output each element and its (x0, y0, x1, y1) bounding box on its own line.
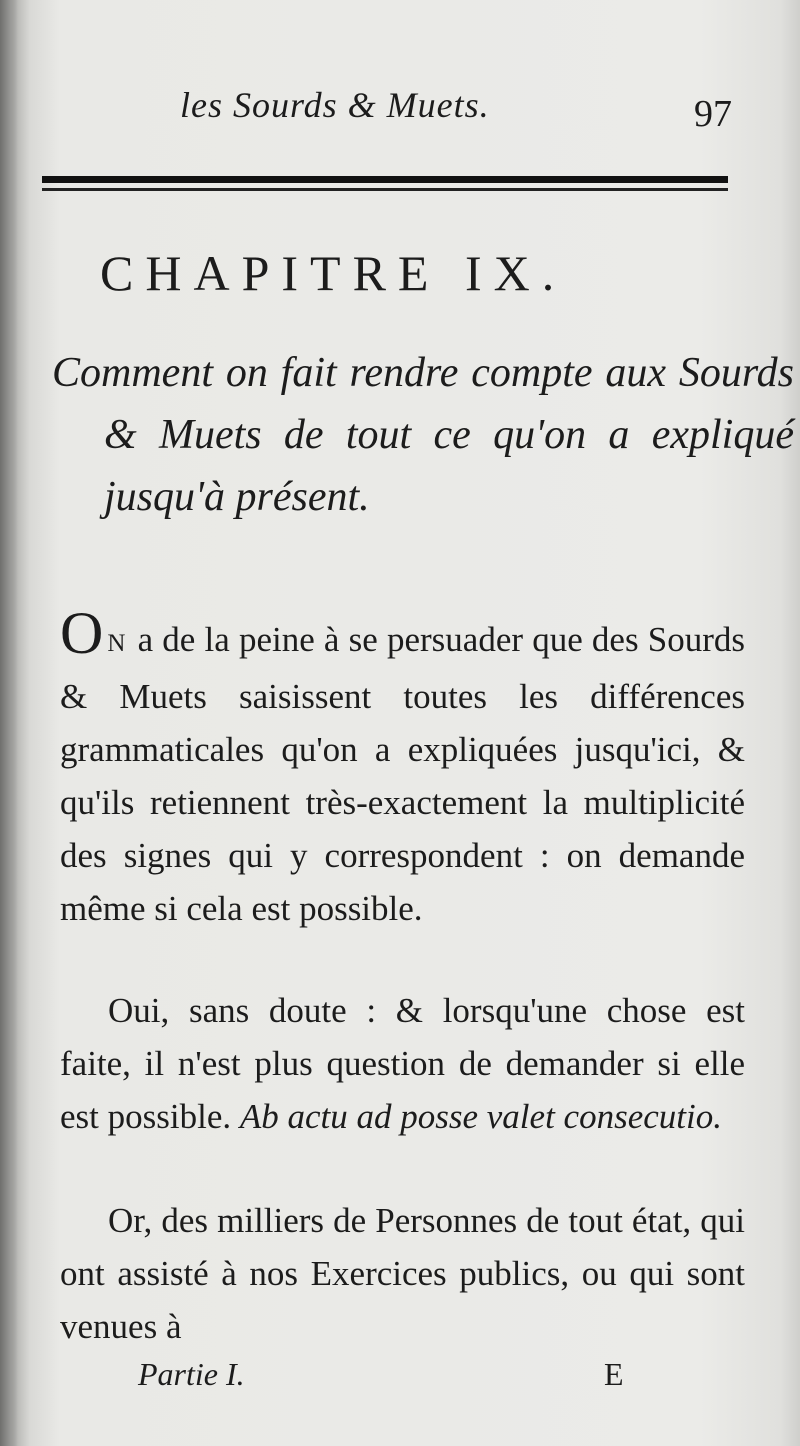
footer-signature: Partie I. (138, 1356, 245, 1392)
paragraph-3-text: Or, des milliers de Personnes de tout état, qui ont assisté à nos Exercices publics, ou qui sont venues à (60, 1201, 745, 1346)
running-head: les Sourds & Muets. (180, 85, 490, 125)
paragraph-1 (60, 600, 745, 935)
chapter-summary: Comment on fait rendre compte aux Sourds & Muets de tout ce qu'on a expliqué jusqu'à présent. (52, 350, 794, 520)
page-number: 97 (694, 93, 732, 135)
paragraph-3 (60, 1194, 745, 1353)
footer-signature-mark: E (604, 1356, 624, 1392)
latin-maxim: Ab actu ad posse valet consecutio. (239, 1097, 722, 1136)
paragraph-1-text: a de la peine à se persuader que des Sourds & Muets saisissent toutes les différences grammaticales qu'on a expliquées jusqu'ici, & qu'ils retiennent très-exactement la multiplicité des signes qui y correspondent : on demande même si cela est possible. (60, 620, 745, 928)
chapter-title: CHAPITRE IX. (100, 245, 567, 301)
drop-cap: O (60, 600, 104, 666)
paragraph-2 (60, 984, 745, 1143)
header-rule-thin (42, 188, 728, 191)
binding-gutter (0, 0, 18, 1446)
header-rule-thick (42, 176, 728, 183)
small-cap: N (107, 630, 129, 657)
paragraph-2-text: Oui, sans doute : & lorsqu'une chose est faite, il n'est plus question de demander si elle est possible. (60, 991, 745, 1136)
